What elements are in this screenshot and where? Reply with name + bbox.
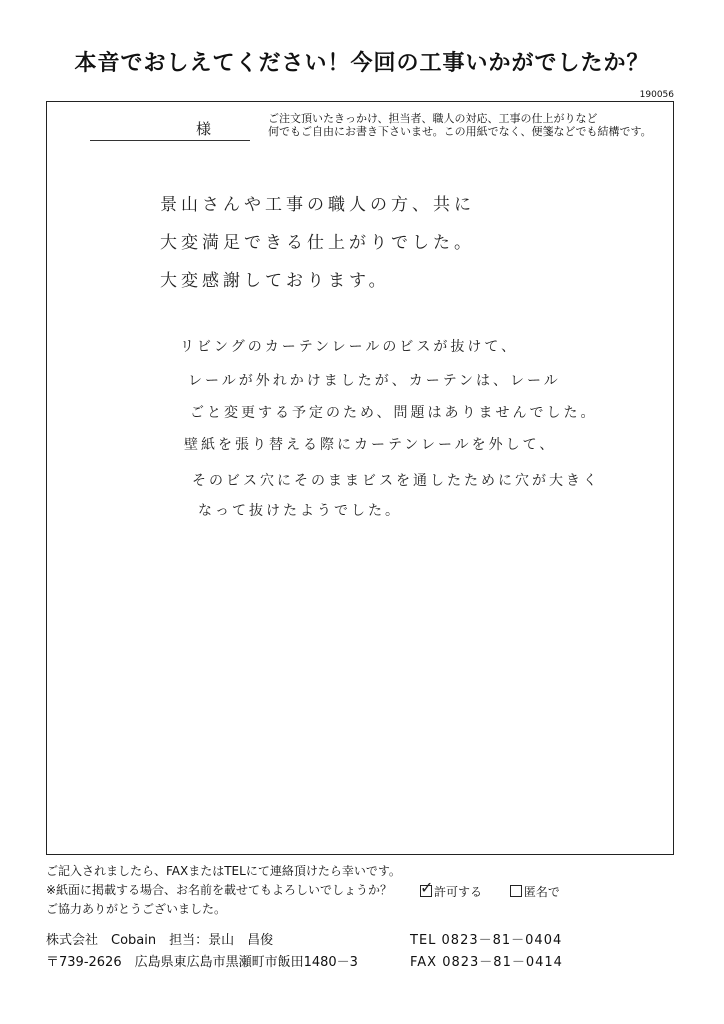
permit-checkbox[interactable] xyxy=(420,878,434,897)
check-mark-icon: ✓ xyxy=(420,878,434,897)
tel-number: TEL 0823－81－0404 xyxy=(410,933,563,948)
anonymous-checkbox[interactable] xyxy=(510,885,522,897)
company-name: 株式会社 Cobain 担当：景山 昌俊 xyxy=(46,933,274,948)
permit-option[interactable] xyxy=(420,878,486,899)
instructions-line-1: ご注文頂いたきっかけ、担当者、職人の対応、工事の仕上がりなど xyxy=(268,112,598,125)
handwritten-line: 景山さんや工事の職人の方、共に xyxy=(160,195,475,215)
footer-notes xyxy=(46,862,401,919)
form-id: 190056 xyxy=(639,90,674,100)
footer-note-2: ※紙面に掲載する場合、お名前を載せてもよろしいでしょうか？ xyxy=(46,883,393,897)
handwritten-line: レールが外れかけましたが、カーテンは、レール xyxy=(188,373,561,389)
page-title: 本音でおしえてください！今回の工事いかがでしたか？ xyxy=(74,51,650,76)
sama-label: 様 xyxy=(196,120,212,138)
handwritten-line: そのビス穴にそのままビスを通したために穴が大きく xyxy=(192,473,600,489)
company-address: 〒739-2626 広島県東広島市黒瀬町市飯田1480－3 xyxy=(46,955,358,970)
handwritten-line: 大変感謝しております。 xyxy=(160,271,390,291)
handwritten-line: 大変満足できる仕上がりでした。 xyxy=(160,233,475,253)
name-underline xyxy=(90,140,250,141)
anonymous-label: 匿名で xyxy=(523,885,560,899)
company-info xyxy=(46,930,358,974)
instructions-line-2: 何でもご自由にお書き下さいませ。この用紙でなく、便箋などでも結構です。 xyxy=(268,125,652,138)
handwritten-line: リビングのカーテンレールのビスが抜けて、 xyxy=(180,339,519,355)
fax-number: FAX 0823－81－0414 xyxy=(410,955,563,970)
contact-numbers xyxy=(410,930,563,974)
anonymous-option[interactable] xyxy=(510,885,560,899)
permit-label: 許可する xyxy=(434,885,483,899)
instructions xyxy=(268,112,668,138)
handwritten-line: なって抜けたようでした。 xyxy=(198,503,402,519)
footer-note-1: ご記入されましたら、FAXまたはTELにて連絡頂けたら幸いです。 xyxy=(46,864,401,878)
handwritten-line: 壁紙を張り替える際にカーテンレールを外して、 xyxy=(184,437,557,453)
publication-permission xyxy=(420,878,584,900)
handwritten-line: ごと変更する予定のため、問題はありませんでした。 xyxy=(190,405,598,421)
footer-note-3: ご協力ありがとうございました。 xyxy=(46,902,227,916)
